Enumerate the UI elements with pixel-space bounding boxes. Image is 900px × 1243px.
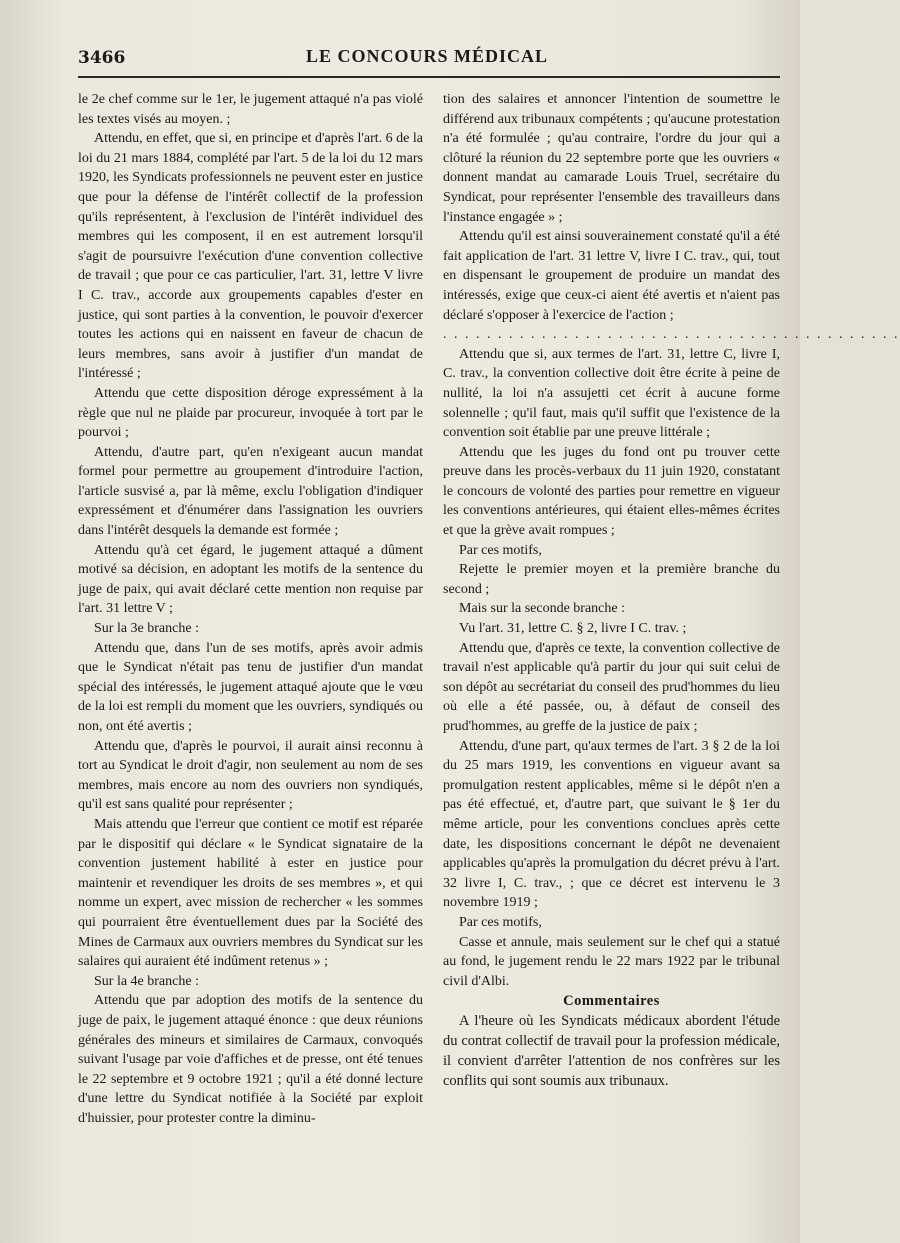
paragraph: Mais attendu que l'erreur que contient ce motif est réparée par le dispositif qui déclare « le Syndicat signataire de la convention justement habilité à ester en justice pour maintenir et revendiquer les droits de ses membres », et qui nomme un expert, avec mission de rechercher « les sommes qui pourraient être éventuellement dues par la Société des Mines de Carmaux aux ouvriers membres du Syndicat sur les salaires qui auraient été indûment retenus » ; [78, 816, 423, 970]
ellipsis-separator: . . . . . . . . . . . . . . . . . . . . . . . . . . . . . . . . . . . . . . . . . . [443, 327, 900, 343]
paragraph: Attendu que, d'après ce texte, la convention collective de travail n'est applicable qu'à partir du jour qui suit celui de son dépôt au secrétariat du conseil des prud'hommes du lieu où elle a été passée, ou, à défaut de conseil des prud'hommes, au greffe de la justice de paix ; [443, 640, 780, 734]
paragraph: Mais sur la seconde branche : [459, 601, 625, 617]
paragraph: Casse et annule, mais seulement sur le chef qui a statué au fond, le jugement rendu le 22 mars 1922 par le tribunal civil d'Albi. [443, 934, 780, 989]
paragraph: Attendu, d'autre part, qu'en n'exigeant aucun mandat formel pour permettre au groupement d'introduire l'action, l'article susvisé a, par là même, exclu l'obligation d'indiquer expressément et d'énumérer dans l'assignation les ouvriers dans l'intérêt desquels la demande est formée ; [78, 444, 423, 539]
right-column [443, 90, 900, 1091]
paragraph: Rejette le premier moyen et la première branche du second ; [443, 562, 780, 597]
commentary-title: Commentaires [563, 993, 660, 1010]
paragraph: Attendu que, d'après le pourvoi, il aurait ainsi reconnu à tort au Syndicat le droit d'agir, non seulement au nom de ses membres, mais encore au nom des ouvriers non syndiqués, qu'il est sans qualité pour représenter ; [78, 738, 423, 813]
paragraph: Attendu que par adoption des motifs de la sentence du juge de paix, le jugement attaqué énonce : que deux réunions générales des mineurs et similaires de Carmaux, convoqués suivant l'usage par voie d'affiches et de presse, ont été tenues le 22 septembre et 9 octobre 1921 ; qu'il a été donné lecture d'une lettre du Syndicat notifiée à la Société par exploit d'huissier, pour protester contre la diminu- [78, 993, 423, 1126]
paragraph: Sur la 3e branche : [94, 621, 199, 637]
paragraph: Attendu que cette disposition déroge expressément à la règle que nul ne plaide par procureur, invoquée à tort par le pourvoi ; [78, 385, 423, 441]
paragraph: Attendu qu'à cet égard, le jugement attaqué a dûment motivé sa décision, en adoptant les motifs de la sentence du juge de paix, qui avait déclaré cette mention non requise par l'art. 31 lettre V ; [78, 542, 423, 617]
paragraph: tion des salaires et annoncer l'intention de soumettre le différend aux tribunaux compétents ; qu'aucune protestation n'a été formulée ; qu'au contraire, l'ordre du jour qui a clôturé la réunion du 22 septembre porte que les ouvriers « donnent mandat au camarade Louis Truel, secrétaire du Syndicat, pour représenter l'ensemble des travailleurs dans l'instance engagée » ; [443, 92, 780, 225]
paragraph: Par ces motifs, [459, 542, 542, 558]
header-rule [78, 76, 780, 78]
page-number: 3466 [78, 48, 126, 68]
journal-title: LE CONCOURS MÉDICAL [305, 46, 549, 66]
paragraph: Vu l'art. 31, lettre C. § 2, livre I C. trav. ; [459, 621, 687, 637]
paragraph: Attendu que, dans l'un de ses motifs, après avoir admis que le Syndicat n'était pas tenu de justifier d'un mandat spécial des intéressés, le jugement attaqué ajoute que le vœu de la loi est rempli du moment que les ouvriers, syndiqués ou non, ont été avertis ; [78, 640, 423, 734]
paragraph: Attendu que les juges du fond ont pu trouver cette preuve dans les procès-verbaux du 11 juin 1920, constatant le concours de volonté des parties pour remettre en vigueur les conventions antérieures, qui étaient elles-mêmes écrites et que la grève avait rompues ; [443, 444, 780, 539]
paragraph: Sur la 4e branche : [94, 973, 199, 989]
paragraph: Attendu, en effet, que si, en principe et d'après l'art. 6 de la loi du 21 mars 1884, complété par l'art. 5 de la loi du 12 mars 1920, les Syndicats professionnels ne peuvent ester en justice que pour la défense de l'intérêt collectif de la profession qu'ils représentent, à l'exclusion de l'intérêt individuel des membres qui les composent, il en est autrement lorsqu'il s'agit de poursuivre l'exécution d'une convention collective de travail ; que pour ce cas particulier, l'art. 31, lettre V livre I C. trav., accorde aux groupements capables d'ester en justice, qui sont parties à la convention, le pouvoir d'exercer toutes les actions qui en naissent en faveur de chacun de leurs membres, sans avoir à justifier d'un mandat de l'intéressé ; [78, 131, 423, 382]
paragraph: Attendu, d'une part, qu'aux termes de l'art. 3 § 2 de la loi du 25 mars 1919, les conventions en vigueur avant sa promulgation restent applicables, même si le dépôt n'en a pas été effectué, et, d'autre part, que suivant le § 1er du même article, pour les conventions conclues après cette date, les dispositions concernant le dépôt ne devenaient applicables qu'après la promulgation du décret prévu à l'art. 32 livre I, C. trav., ; que ce décret est intervenu le 3 novembre 1919 ; [443, 738, 780, 911]
page-header [78, 48, 776, 78]
paragraph: le 2e chef comme sur le 1er, le jugement attaqué n'a pas violé les textes visés au moyen. ; [78, 92, 423, 127]
paragraph: Attendu qu'il est ainsi souverainement constaté qu'il a été fait application de l'art. 31 lettre V, livre I C. trav., qui, tout en dispensant le groupement de produire un mandat des intéressés, exige que ceux-ci aient été avertis et n'aient pas déclaré s'opposer à l'exercice de l'action ; [443, 229, 780, 323]
commentary-section [443, 991, 780, 1091]
paragraph: Attendu que si, aux termes de l'art. 31, lettre C, livre I, C. trav., la convention collective doit être écrite à peine de nullité, la loi n'a assujetti cet écrit à aucune forme solennelle ; qu'il faut, mais qu'il suffit que l'existence de la convention soit établie par une preuve littérale ; [443, 346, 780, 441]
paragraph: Par ces motifs, [459, 914, 542, 930]
left-column [78, 90, 423, 1128]
commentary-text: A l'heure où les Syndicats médicaux abordent l'étude du contrat collectif de travail pour la profession médicale, il convient d'arrêter l'attention de nos confrères sur les conflits qui sont soumis aux tribunaux. [443, 1013, 780, 1090]
